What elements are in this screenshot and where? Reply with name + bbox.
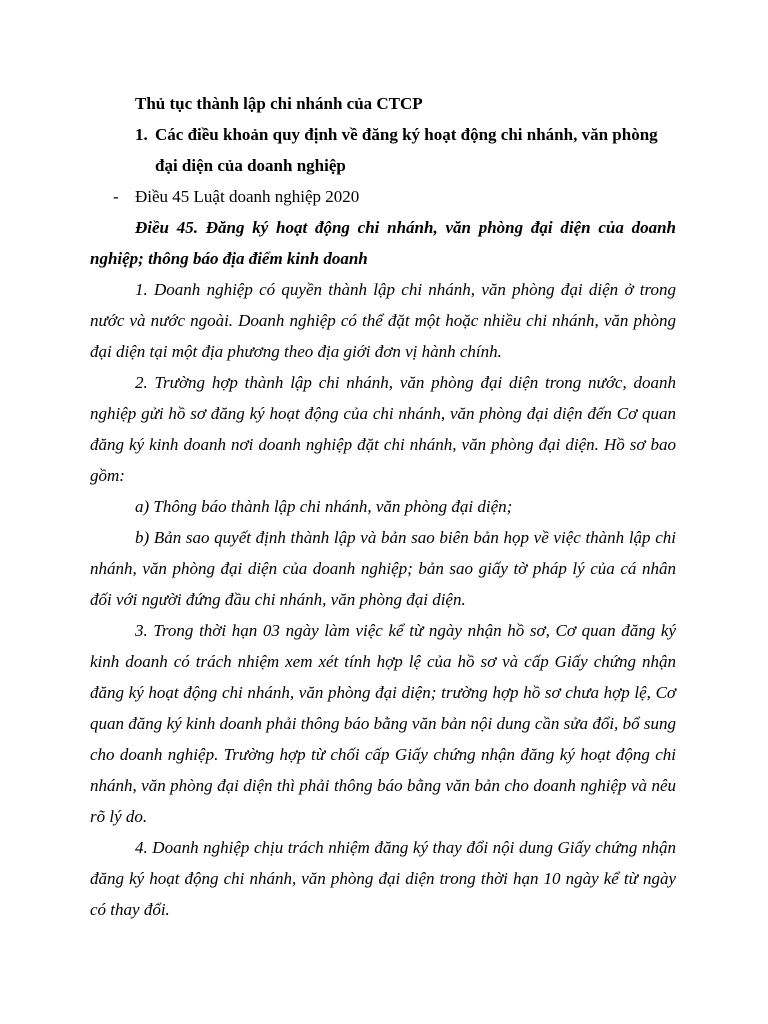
article-heading: Điều 45. Đăng ký hoạt động chi nhánh, văn phòng đại diện của doanh nghiệp; thông báo địa điểm kinh doanh [90, 218, 676, 268]
paragraph-clause-3: 3. Trong thời hạn 03 ngày làm việc kể từ ngày nhận hồ sơ, Cơ quan đăng ký kinh doanh có trách nhiệm xem xét tính hợp lệ của hồ sơ và cấp Giấy chứng nhận đăng ký hoạt động chi nhánh, văn phòng đại diện; trường hợp hồ sơ chưa hợp lệ, Cơ quan đăng ký kinh doanh phải thông báo bằng văn bản nội dung cần sửa đổi, bổ sung cho doanh nghiệp. Trường hợp từ chối cấp Giấy chứng nhận đăng ký hoạt động chi nhánh, văn phòng đại diện thì phải thông báo bằng văn bản cho doanh nghiệp và nêu rõ lý do. [90, 621, 676, 826]
bullet-item [90, 181, 676, 212]
section-heading-1 [90, 119, 676, 181]
paragraph-clause-2: 2. Trường hợp thành lập chi nhánh, văn phòng đại diện trong nước, doanh nghiệp gửi hồ sơ đăng ký hoạt động của chi nhánh, văn phòng đại diện đến Cơ quan đăng ký kinh doanh nơi doanh nghiệp đặt chi nhánh, văn phòng đại diện. Hồ sơ bao gồm: [90, 373, 676, 485]
bullet-text: Điều 45 Luật doanh nghiệp 2020 [135, 187, 360, 206]
section-heading-text: Các điều khoản quy định về đăng ký hoạt động chi nhánh, văn phòng đại diện của doanh nghiệp [155, 125, 658, 175]
paragraph-clause-1: 1. Doanh nghiệp có quyền thành lập chi nhánh, văn phòng đại diện ở trong nước và nước ngoài. Doanh nghiệp có thể đặt một hoặc nhiều chi nhánh, văn phòng đại diện tại một địa phương theo địa giới đơn vị hành chính. [90, 280, 676, 361]
section-number: 1. [135, 125, 148, 144]
paragraph-clause-2b: b) Bản sao quyết định thành lập và bản sao biên bản họp về việc thành lập chi nhánh, văn phòng đại diện của doanh nghiệp; bản sao giấy tờ pháp lý của cá nhân đối với người đứng đầu chi nhánh, văn phòng đại diện. [90, 528, 676, 609]
paragraph-clause-2a: a) Thông báo thành lập chi nhánh, văn phòng đại diện; [135, 497, 513, 516]
document-body [90, 88, 676, 925]
bullet-marker: - [113, 187, 119, 206]
document-title: Thủ tục thành lập chi nhánh của CTCP [135, 94, 423, 113]
paragraph-clause-4: 4. Doanh nghiệp chịu trách nhiệm đăng ký thay đổi nội dung Giấy chứng nhận đăng ký hoạt động chi nhánh, văn phòng đại diện trong thời hạn 10 ngày kể từ ngày có thay đổi. [90, 838, 676, 919]
